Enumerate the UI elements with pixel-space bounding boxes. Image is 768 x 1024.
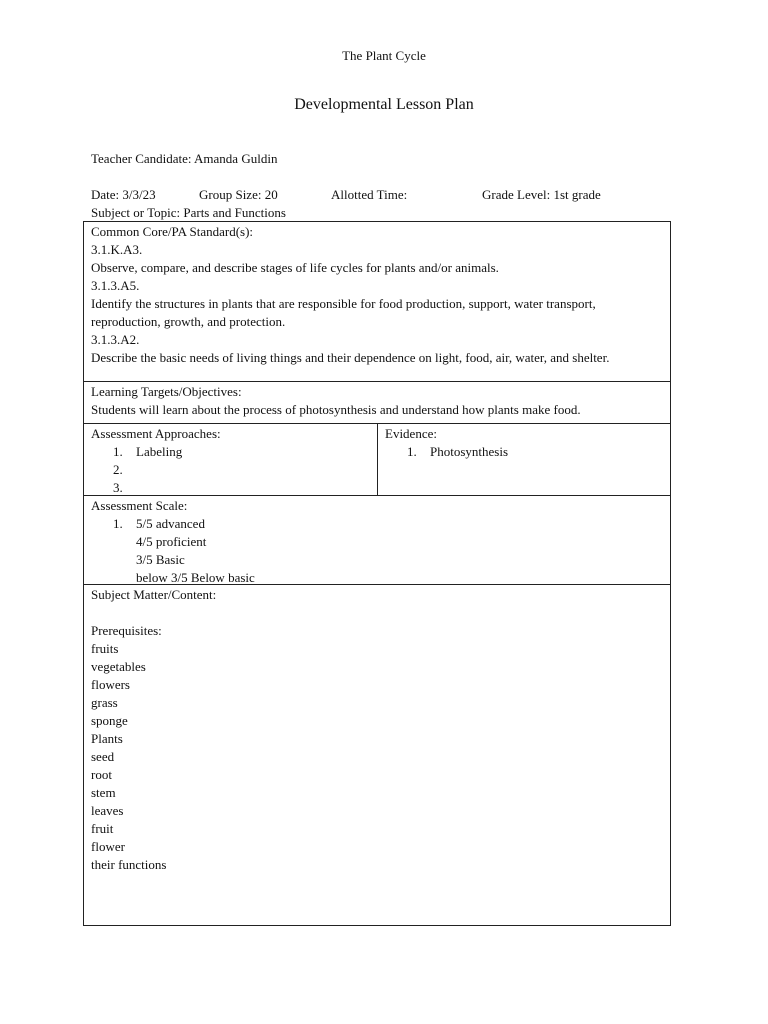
evidence-heading: Evidence: <box>385 426 437 441</box>
list-item <box>385 443 663 461</box>
grade-level: Grade Level: 1st grade <box>482 187 601 202</box>
list-item-text: Labeling <box>136 444 183 459</box>
assessment-section <box>84 424 670 496</box>
prerequisite-item: grass <box>91 695 118 710</box>
standard-description: Describe the basic needs of living things and their dependence on light, food, air, water, and shelter. <box>91 350 610 365</box>
list-number: 2. <box>113 462 123 477</box>
prerequisite-item: seed <box>91 749 115 764</box>
allotted-time: Allotted Time: <box>331 187 408 202</box>
lesson-meta-row <box>91 186 691 204</box>
group-size: Group Size: 20 <box>199 187 278 202</box>
list-number: 1. <box>113 516 123 531</box>
standard-code: 3.1.K.A3. <box>91 242 143 257</box>
standard-code: 3.1.3.A2. <box>91 332 140 347</box>
prerequisites-heading: Prerequisites: <box>91 623 162 638</box>
scale-level-text: 5/5 advanced <box>136 516 205 531</box>
blank-line <box>91 604 663 622</box>
prerequisite-item: Plants <box>91 731 123 746</box>
list-item-text: Photosynthesis <box>430 444 509 459</box>
prerequisite-item: fruit <box>91 821 114 836</box>
prerequisite-item: root <box>91 767 112 782</box>
targets-section <box>84 382 670 424</box>
prerequisite-item: leaves <box>91 803 124 818</box>
prerequisite-item: stem <box>91 785 116 800</box>
list-number: 3. <box>113 480 123 495</box>
list-number: 1. <box>113 444 123 459</box>
prerequisite-item: flowers <box>91 677 130 692</box>
subject-topic: Subject or Topic: Parts and Functions <box>91 205 286 220</box>
list-item <box>91 479 370 497</box>
teacher-candidate: Teacher Candidate: Amanda Guldin <box>91 151 278 166</box>
lesson-date: Date: 3/3/23 <box>91 187 156 202</box>
standard-description: Observe, compare, and describe stages of life cycles for plants and/or animals. <box>91 260 499 275</box>
scale-level <box>91 515 663 533</box>
prerequisite-item: their functions <box>91 857 167 872</box>
content-heading: Subject Matter/Content: <box>91 587 217 602</box>
assessment-heading: Assessment Approaches: <box>91 426 221 441</box>
assessment-approaches <box>84 424 378 495</box>
prerequisite-item: vegetables <box>91 659 146 674</box>
standards-heading: Common Core/PA Standard(s): <box>91 224 254 239</box>
list-item <box>91 443 370 461</box>
evidence-column <box>378 424 670 495</box>
targets-text: Students will learn about the process of photosynthesis and understand how plants make food. <box>91 402 581 417</box>
scale-heading: Assessment Scale: <box>91 498 188 513</box>
standard-code: 3.1.3.A5. <box>91 278 140 293</box>
document-title: The Plant Cycle <box>342 48 426 63</box>
standards-section <box>84 222 670 382</box>
list-item <box>91 461 370 479</box>
standard-description: Identify the structures in plants that are responsible for food production, support, water transport, reproduction, growth, and protection. <box>91 296 596 329</box>
scale-level: 4/5 proficient <box>136 534 207 549</box>
prerequisite-item: sponge <box>91 713 128 728</box>
lesson-plan-table <box>83 221 671 926</box>
document-subtitle: Developmental Lesson Plan <box>294 96 474 113</box>
prerequisite-item: flower <box>91 839 125 854</box>
assessment-scale-section <box>84 496 670 585</box>
list-number: 1. <box>407 444 417 459</box>
prerequisite-item: fruits <box>91 641 119 656</box>
scale-level: below 3/5 Below basic <box>136 570 255 585</box>
targets-heading: Learning Targets/Objectives: <box>91 384 242 399</box>
scale-level: 3/5 Basic <box>136 552 185 567</box>
subject-matter-section <box>84 585 670 925</box>
